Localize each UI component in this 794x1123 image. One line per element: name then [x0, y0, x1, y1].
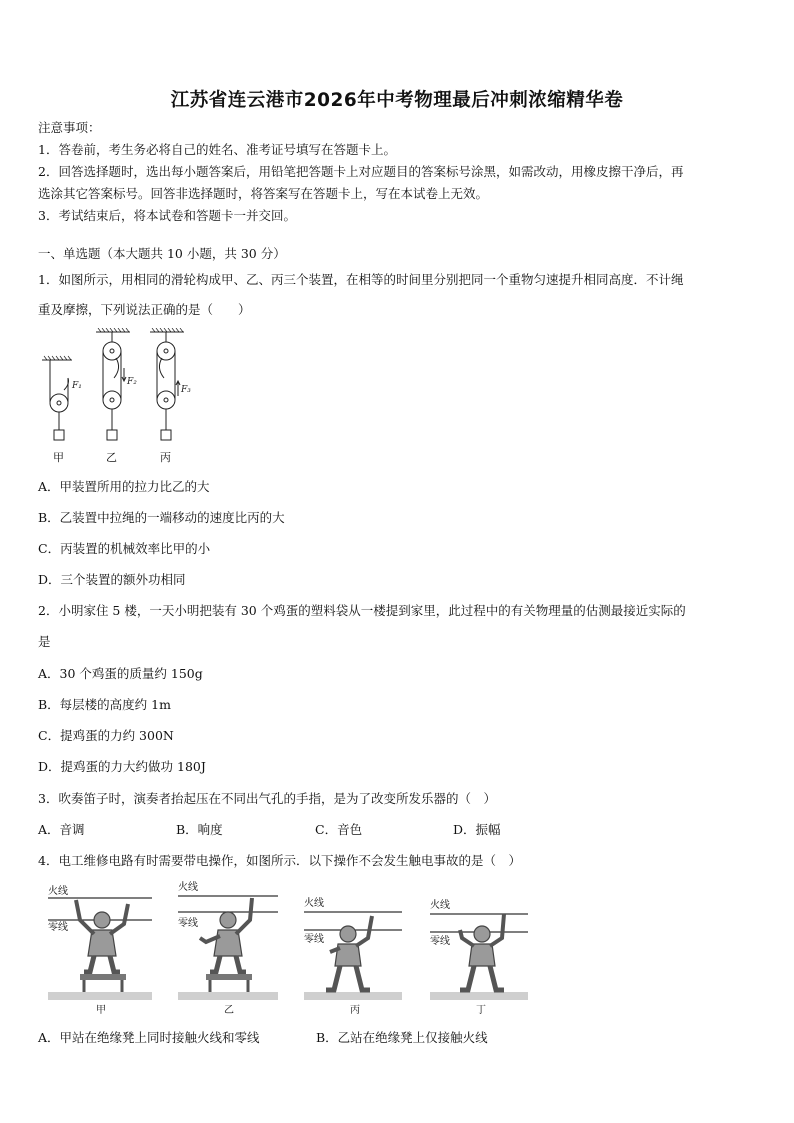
q1-option-a: A．甲装置所用的拉力比乙的大	[38, 479, 210, 494]
fig4-label-ding: 丁	[476, 1005, 486, 1016]
force-label-f1: F₁	[72, 381, 82, 391]
live-wire-label-yi: 火线	[178, 882, 198, 893]
force-label-f2: F₂	[127, 377, 137, 387]
fig1-label-yi: 乙	[106, 451, 117, 464]
fig1-label-bing: 丙	[160, 451, 171, 464]
fig1-label-jia: 甲	[53, 451, 64, 464]
electrician-figure	[44, 876, 534, 1018]
fig4-label-yi: 乙	[224, 1005, 234, 1016]
q2-option-c: C．提鸡蛋的力约 300N	[38, 728, 174, 743]
neutral-wire-label-yi: 零线	[178, 918, 198, 929]
neutral-wire-label-bing: 零线	[304, 934, 324, 945]
q3-option-a: A．音调	[38, 822, 85, 837]
page-title: 江苏省连云港市2026年中考物理最后冲刺浓缩精华卷	[170, 90, 624, 111]
q2-option-a: A．30 个鸡蛋的质量约 150g	[38, 666, 203, 681]
q1-option-b: B．乙装置中拉绳的一端移动的速度比丙的大	[38, 510, 285, 525]
live-wire-label-ding: 火线	[430, 900, 450, 911]
q3-option-c: C．音色	[315, 822, 363, 837]
q2-stem-line1: 2．小明家住 5 楼，一天小明把装有 30 个鸡蛋的塑料袋从一楼提到家里，此过程中的有关物理量的估测最接近实际的	[38, 603, 686, 618]
section-heading: 一、单选题（本大题共 10 小题，共 30 分）	[38, 246, 286, 261]
q2-option-b: B．每层楼的高度约 1m	[38, 697, 171, 712]
q3-stem: 3．吹奏笛子时，演奏者抬起压在不同出气孔的手指，是为了改变所发乐器的（ ）	[38, 791, 496, 806]
q2-stem-line2: 是	[38, 634, 51, 649]
notice-item-2-cont: 选涂其它答案标号。回答非选择题时，将答案写在答题卡上，写在本试卷上无效。	[38, 186, 489, 201]
q4-stem: 4．电工维修电路有时需要带电操作，如图所示．以下操作不会发生触电事故的是（ ）	[38, 853, 521, 868]
neutral-wire-label-jia: 零线	[48, 922, 68, 933]
notice-item-2: 2．回答选择题时，选出每小题答案后，用铅笔把答题卡上对应题目的答案标号涂黑，如需改动，用橡皮擦干净后，再	[38, 164, 684, 179]
q3-option-b: B．响度	[176, 822, 223, 837]
notice-item-1: 1．答卷前，考生务必将自己的姓名、准考证号填写在答题卡上。	[38, 142, 396, 157]
notice-heading: 注意事项：	[38, 120, 101, 135]
q1-stem-line1: 1．如图所示，用相同的滑轮构成甲、乙、丙三个装置，在相等的时间里分别把同一个重物匀速提升相同高度．不计绳	[38, 272, 684, 287]
fig4-label-jia: 甲	[96, 1005, 106, 1016]
live-wire-label-jia: 火线	[48, 886, 68, 897]
neutral-wire-label-ding: 零线	[430, 936, 450, 947]
q1-option-d: D．三个装置的额外功相同	[38, 572, 186, 587]
notice-item-3: 3．考试结束后，将本试卷和答题卡一并交回。	[38, 208, 296, 223]
q4-option-a: A．甲站在绝缘凳上同时接触火线和零线	[38, 1030, 260, 1045]
fig4-label-bing: 丙	[350, 1005, 360, 1016]
q2-option-d: D．提鸡蛋的力大约做功 180J	[38, 759, 206, 774]
q1-stem-line2: 重及摩擦，下列说法正确的是（ ）	[38, 302, 251, 317]
live-wire-label-bing: 火线	[304, 898, 324, 909]
q1-option-c: C．丙装置的机械效率比甲的小	[38, 541, 211, 556]
q4-option-b: B．乙站在绝缘凳上仅接触火线	[316, 1030, 488, 1045]
pulley-figure	[38, 328, 198, 468]
force-label-f3: F₃	[181, 385, 191, 395]
q3-option-d: D．振幅	[453, 822, 501, 837]
